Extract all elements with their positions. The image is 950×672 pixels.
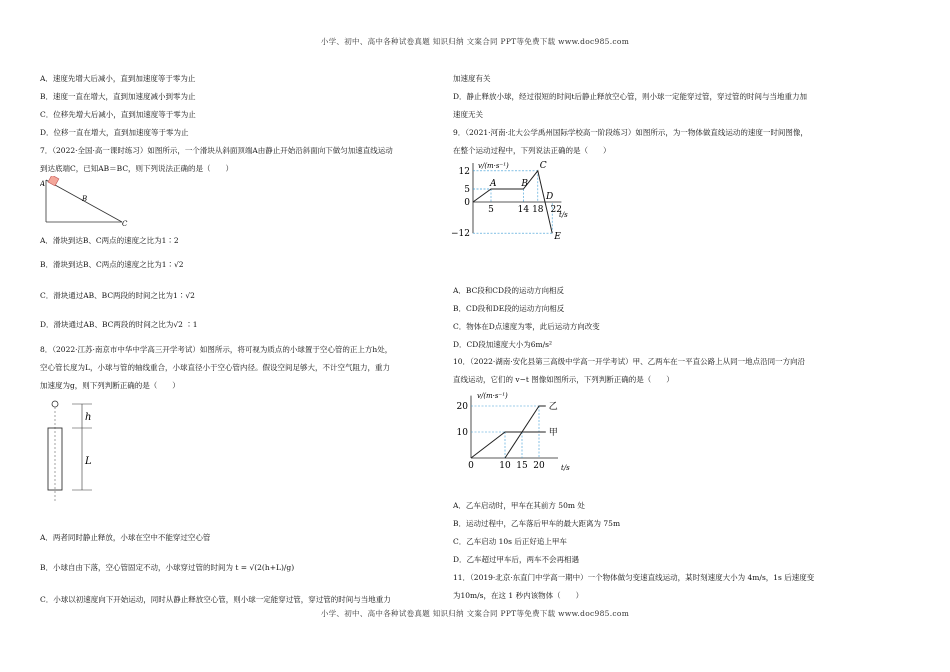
tube-label-l: L bbox=[85, 456, 92, 467]
chart1-y-tick: 5 bbox=[464, 185, 470, 195]
q10-stem-1: 10．（2022·湖南·安化县第三高级中学高一开学考试）甲、乙两车在一平直公路上从同一地点沿同一方向沿 bbox=[453, 357, 806, 366]
chart2-x-tick: 15 bbox=[516, 461, 528, 471]
q6-option-a: A．速度先增大后减小，直到加速度等于零为止 bbox=[40, 74, 196, 83]
tube-label-h: h bbox=[85, 412, 92, 423]
incline-label-c: C bbox=[122, 220, 128, 228]
chart1-x-tick: 5 bbox=[488, 205, 494, 215]
q8-stem-2: 空心管长度为L，小球与管的轴线重合，小球直径小于空心管内径。假设空间足够大，不计空气阻力，重力 bbox=[40, 363, 390, 372]
chart1-x-tick: 14 bbox=[517, 205, 530, 215]
chart2-series-jia bbox=[471, 432, 546, 458]
chart2-x-tick: 0 bbox=[468, 461, 474, 471]
q7-option-a: A．滑块到达B、C两点的速度之比为1∶2 bbox=[40, 236, 179, 245]
chart2-xlabel: t/s bbox=[561, 464, 570, 472]
page-footer: 小学、初中、高中各种试卷真题 知识归纳 文案合同 PPT等免费下载 www.doc985.com bbox=[320, 609, 630, 618]
q6-option-d: D．位移一直在增大，直到加速度等于零为止 bbox=[40, 128, 189, 137]
q8-option-a: A．两者同时静止释放，小球在空中不能穿过空心管 bbox=[40, 533, 211, 542]
chart1-y-tick: 0 bbox=[464, 198, 470, 208]
chart2-y-tick: 10 bbox=[456, 428, 468, 438]
q7-option-b: B．滑块到达B、C两点的速度之比为1∶√2 bbox=[40, 260, 184, 269]
q8-option-c-cont: 加速度有关 bbox=[453, 74, 491, 83]
q9-stem-2: 在整个运动过程中，下列说法正确的是（ ） bbox=[453, 146, 611, 155]
chart2-ylabel: v/(m·s⁻¹) bbox=[477, 392, 508, 400]
right-column bbox=[453, 0, 913, 672]
chart2-x-tick: 10 bbox=[499, 461, 511, 471]
q7-stem-1: 7．（2022·全国·高一课时练习）如图所示，一个滑块从斜面顶端A由静止开始沿斜面向下做匀加速直线运动 bbox=[40, 146, 393, 155]
q8-stem-3: 加速度为g，则下列判断正确的是（ ） bbox=[40, 381, 180, 390]
q9-option-d: D．CD段加速度大小为6m/s² bbox=[453, 340, 553, 349]
chart1-ylabel: v/(m·s⁻¹) bbox=[478, 162, 509, 170]
q7-option-d: D．滑块通过AB、BC两段的时间之比为√2 ∶1 bbox=[40, 320, 198, 329]
q8-stem-1: 8．（2022·江苏·南京市中华中学高三开学考试）如图所示，将可视为质点的小球置于空心管的正上方h处， bbox=[40, 345, 393, 354]
chart1-xlabel: t/s bbox=[559, 211, 568, 219]
chart1-point-label: B bbox=[521, 179, 529, 189]
incline-figure bbox=[40, 176, 130, 228]
q9-option-c: C．物体在D点速度为零，此后运动方向改变 bbox=[453, 322, 600, 331]
tube-figure bbox=[40, 394, 110, 506]
chart1-y-tick: −12 bbox=[451, 229, 470, 240]
q9-option-a: A．BC段和CD段的运动方向相反 bbox=[453, 286, 565, 295]
q10-option-c: C．乙车启动 10s 后正好追上甲车 bbox=[453, 537, 567, 546]
incline-label-a: A bbox=[40, 180, 46, 188]
q8-option-c: C．小球以初速度向下开始运动，同时从静止释放空心管，则小球一定能穿过管，穿过管的时间与当地重力 bbox=[40, 595, 391, 604]
chart1-y-tick: 12 bbox=[458, 166, 470, 177]
page-header: 小学、初中、高中各种试卷真题 知识归纳 文案合同 PPT等免费下载 www.doc985.com bbox=[320, 37, 630, 46]
q7-option-c: C．滑块通过AB、BC两段的时间之比为1∶√2 bbox=[40, 291, 195, 300]
q10-vt-chart bbox=[449, 386, 579, 478]
q10-option-b: B．运动过程中，乙车落后甲车的最大距离为 75m bbox=[453, 519, 621, 528]
q10-option-a: A．乙车启动时，甲车在其前方 50m 处 bbox=[453, 501, 585, 510]
chart1-point-label: C bbox=[539, 160, 547, 171]
chart2-series-label: 乙 bbox=[548, 402, 558, 412]
chart2-series-label: 甲 bbox=[548, 428, 558, 438]
chart1-point-label: D bbox=[546, 192, 554, 202]
chart1-point-label: E bbox=[554, 232, 561, 243]
chart2-x-tick: 20 bbox=[533, 461, 545, 471]
incline-label-b: B bbox=[82, 195, 88, 203]
q10-option-d: D．乙车超过甲车后，两车不会再相遇 bbox=[453, 555, 580, 564]
chart2-y-tick: 20 bbox=[456, 402, 468, 412]
q9-option-b: B．CD段和DE段的运动方向相反 bbox=[453, 304, 565, 313]
q11-stem-1: 11．（2019·北京·东直门中学高一期中）一个物体做匀变速直线运动，某时刻速度大小为 4m/s，1s 后速度变 bbox=[453, 573, 815, 582]
q8-option-b: B．小球自由下落，空心管固定不动，小球穿过管的时间为 t = √(2(h+L)/g) bbox=[40, 563, 295, 572]
chart1-x-tick: 18 bbox=[532, 205, 544, 215]
q6-option-b: B．速度一直在增大，直到加速度减小到零为止 bbox=[40, 92, 196, 101]
q8-option-d-1: D．静止释放小球，经过很短的时间t后静止释放空心管，则小球一定能穿过管，穿过管的时间与当地重力加 bbox=[453, 92, 808, 101]
q10-stem-2: 直线运动，它们的 v−t 图像如图所示，下列判断正确的是（ ） bbox=[453, 375, 674, 384]
q7-stem-2: 到达底端C，已知AB＝BC，则下列说法正确的是（ ） bbox=[40, 164, 234, 173]
q9-vt-chart bbox=[449, 158, 579, 252]
q6-option-c: C．位移先增大后减小，直到加速度等于零为止 bbox=[40, 110, 196, 119]
chart1-point-label: A bbox=[490, 179, 497, 189]
left-column bbox=[40, 0, 440, 672]
q8-option-d-2: 速度无关 bbox=[453, 110, 483, 119]
q9-stem-1: 9．（2021·河南·北大公学禹州国际学校高一阶段练习）如图所示，为一物体做直线运动的速度一时间图像， bbox=[453, 128, 808, 137]
chart1-x-tick: 22 bbox=[550, 205, 562, 215]
q11-stem-2: 为10m/s，在这 1 秒内该物体（ ） bbox=[453, 591, 584, 600]
